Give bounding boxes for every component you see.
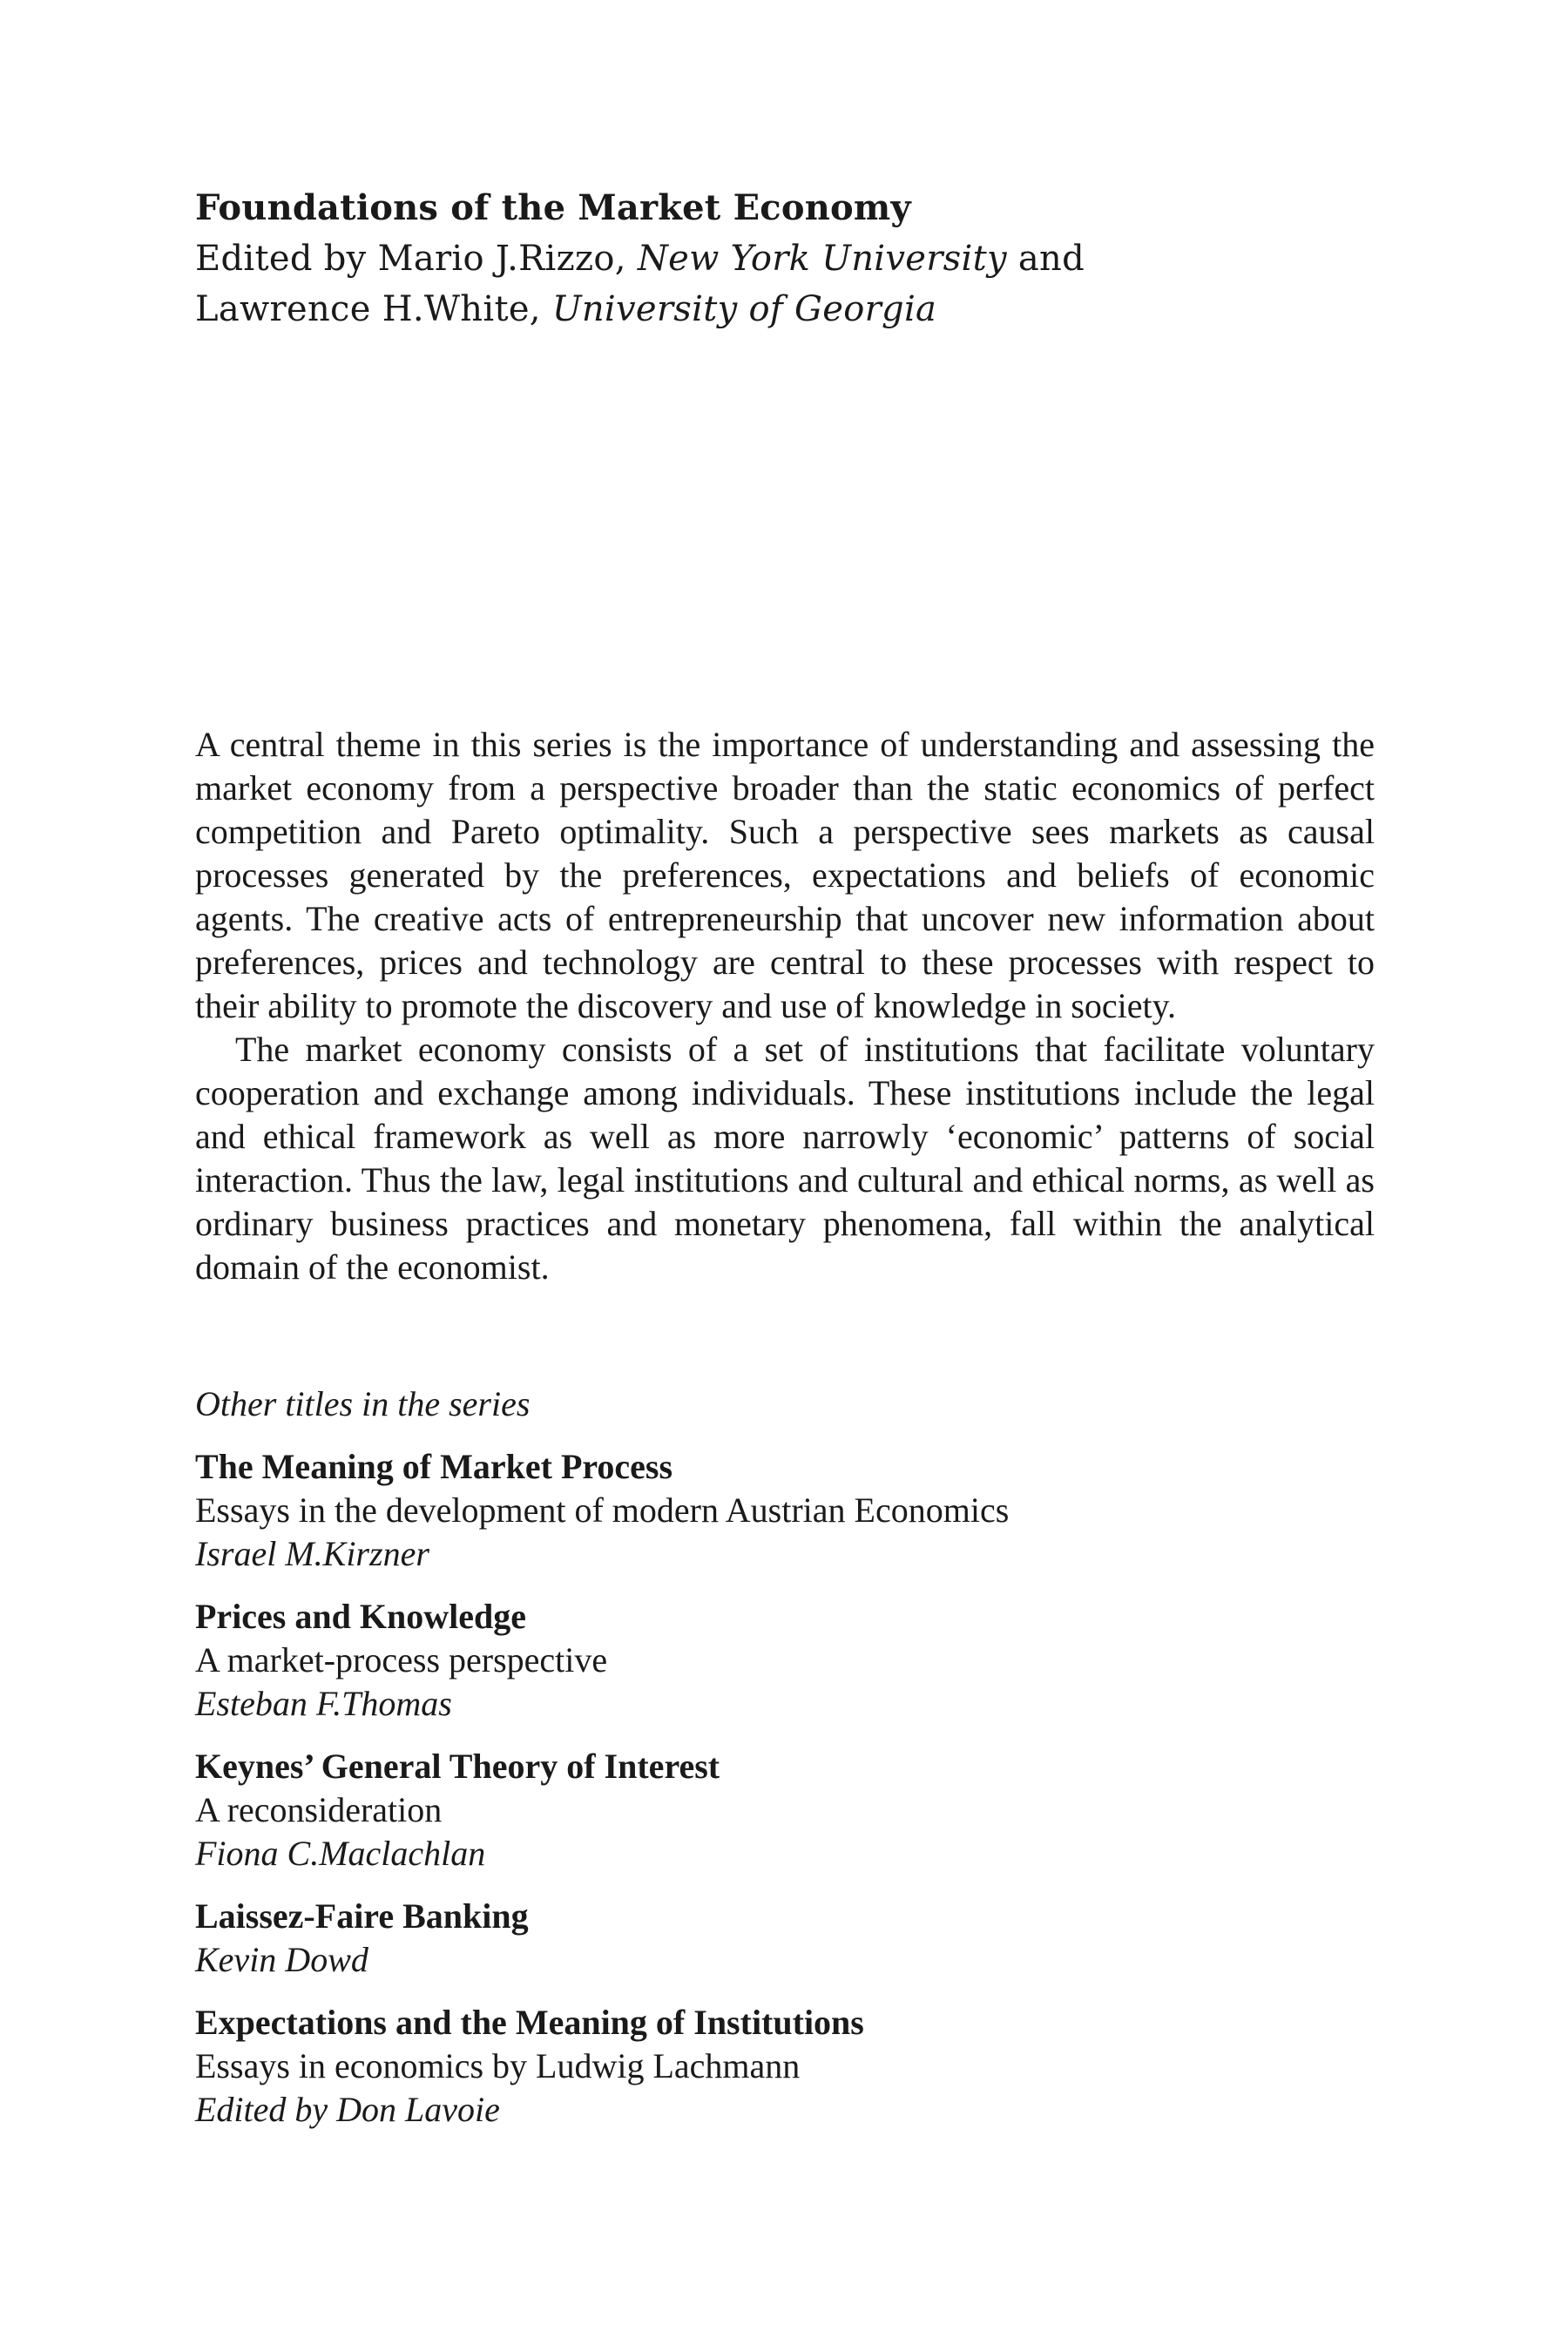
entry-subtitle: Essays in the development of modern Austrian Economics [195, 1490, 1010, 1530]
title-entry [195, 1895, 1415, 1982]
title-entry [195, 1745, 1415, 1876]
editor-line-1 [195, 233, 1415, 284]
editor-2-name: Lawrence H.White, [195, 289, 552, 329]
other-titles-heading: Other titles in the series [195, 1384, 531, 1423]
entry-title: Laissez-Faire Banking [195, 1896, 529, 1936]
entry-title: Keynes’ General Theory of Interest [195, 1747, 720, 1786]
series-header [195, 183, 1415, 335]
title-entry [195, 1445, 1415, 1576]
description-paragraph-1: A central theme in this series is the importance of understanding and assessing the market economy from a perspective broader than the static economics of perfect competition and Pareto optimality. Such a perspective sees markets as causal processes generated by the preferences, expectations and beliefs of economic agents. The creative acts of entrepreneurship that uncover new information about preferences, prices and technology are central to these processes with respect to their ability to promote the discovery and use of knowledge in society. [195, 725, 1375, 1025]
entry-subtitle: A market-process perspective [195, 1640, 608, 1680]
editor-line-1-suffix: and [1006, 239, 1085, 279]
entry-title: The Meaning of Market Process [195, 1447, 673, 1486]
other-titles-section [195, 1382, 1415, 2151]
entry-author: Edited by Don Lavoie [195, 2090, 500, 2129]
title-entry [195, 2001, 1415, 2132]
series-title: Foundations of the Market Economy [195, 187, 911, 228]
description-paragraph-2: The market economy consists of a set of institutions that facilitate voluntary cooperation and exchange among individuals. These institutions include the legal and ethical framework as well as more narrowly ‘economic’ patterns of social interaction. Thus the law, legal institutions and cultural and ethical norms, as well as ordinary business practices and monetary phenomena, fall within the analytical domain of the economist. [195, 1030, 1375, 1287]
editor-1-name: Edited by Mario J.Rizzo, [195, 239, 638, 279]
entry-subtitle: A reconsideration [195, 1790, 443, 1829]
editor-line-2 [195, 284, 1415, 335]
entry-author: Fiona C.Maclachlan [195, 1834, 486, 1873]
entry-title: Prices and Knowledge [195, 1597, 526, 1636]
title-entry [195, 1595, 1415, 1726]
editor-2-institution: University of Georgia [551, 289, 937, 329]
entry-title: Expectations and the Meaning of Institutions [195, 2003, 864, 2042]
editor-1-institution: New York University [637, 239, 1007, 279]
entry-author: Esteban F.Thomas [195, 1684, 452, 1723]
entry-subtitle: Essays in economics by Ludwig Lachmann [195, 2046, 801, 2085]
entry-author: Kevin Dowd [195, 1940, 368, 1979]
entry-author: Israel M.Kirzner [195, 1534, 429, 1573]
series-description [195, 723, 1375, 1289]
